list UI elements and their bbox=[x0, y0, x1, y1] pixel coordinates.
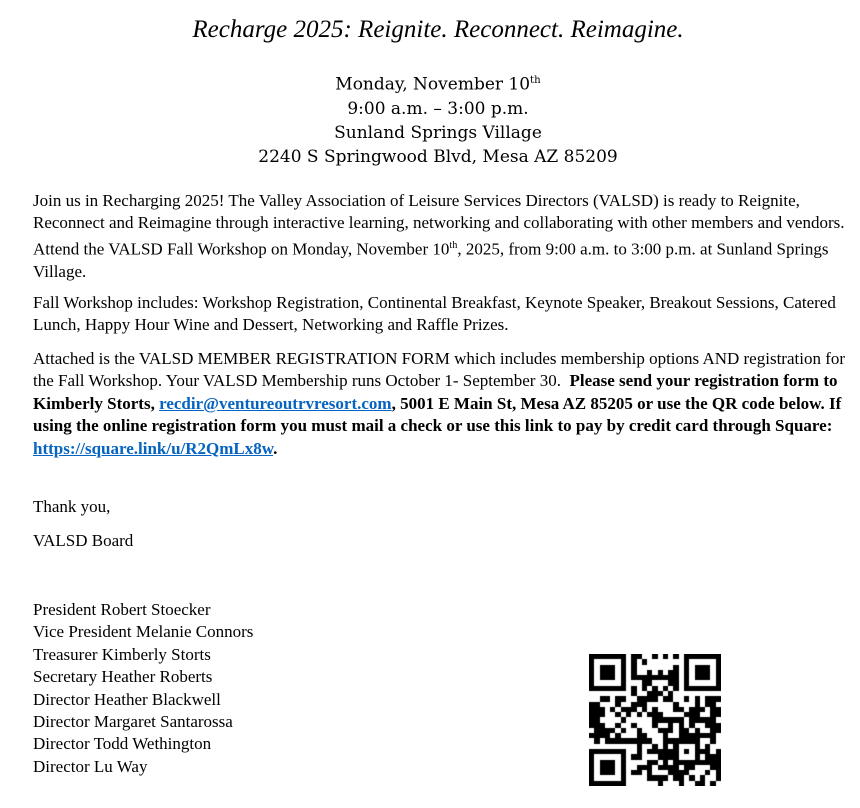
page-title: Recharge 2025: Reignite. Reconnect. Reimagine. bbox=[192, 16, 684, 43]
board-member-line: Director Heather Blackwell bbox=[33, 689, 221, 709]
board-member-line: President Robert Stoecker bbox=[33, 600, 211, 619]
text-segment: . bbox=[273, 438, 278, 458]
text-segment: Reconnect and Reimagine through interactive learning, networking and collaborating with other members and vendors. bbox=[33, 213, 845, 233]
text-segment: Join us in Recharging 2025! The Valley Association of Leisure Services Directors (VALSD) is ready to Reignite, bbox=[33, 191, 800, 210]
text-segment: , 2025, from 9:00 a.m. to 3:00 p.m. at Sunland Springs bbox=[457, 239, 829, 259]
hyperlink[interactable]: https://square.link/u/R2QmLx8w bbox=[33, 438, 274, 458]
text-line bbox=[33, 292, 848, 314]
text-segment: Attached is the VALSD MEMBER REGISTRATION FORM which includes membership options AND registration for bbox=[33, 349, 846, 368]
text-line bbox=[33, 190, 848, 212]
board-member-line: Vice President Melanie Connors bbox=[33, 622, 254, 642]
text-line bbox=[33, 348, 848, 370]
event-address-line: 2240 S Springwood Blvd, Mesa AZ 85209 bbox=[258, 146, 618, 167]
text-segment: , 5001 E Main St, Mesa AZ 85205 or use the QR code below. If bbox=[391, 393, 842, 413]
text-line bbox=[33, 235, 848, 261]
qr-code bbox=[589, 654, 721, 786]
board-member-line: Director Lu Way bbox=[33, 756, 148, 776]
closing-thanks: Thank you, bbox=[33, 497, 111, 516]
closing-signature: VALSD Board bbox=[33, 531, 134, 550]
board-member-list bbox=[33, 599, 253, 778]
text-segment: Lunch, Happy Hour Wine and Dessert, Networking and Raffle Prizes. bbox=[33, 315, 509, 335]
hyperlink[interactable]: recdir@ventureoutrvresort.com bbox=[159, 393, 392, 413]
paragraph-registration bbox=[33, 348, 848, 460]
text-line bbox=[33, 438, 848, 460]
event-venue-line: Sunland Springs Village bbox=[334, 122, 542, 143]
text-segment: Fall Workshop includes: Workshop Registration, Continental Breakfast, Keynote Speaker, Breakout Sessions, Catered bbox=[33, 293, 836, 312]
board-member-line: Treasurer Kimberly Storts bbox=[33, 644, 211, 664]
text-segment: using the online registration form you must mail a check or use this link to pay by credit card through Square: bbox=[33, 416, 833, 436]
text-segment: Please send your registration form to bbox=[569, 371, 838, 391]
text-line bbox=[33, 261, 848, 283]
board-member-line: Secretary Heather Roberts bbox=[33, 667, 213, 687]
text-segment: the Fall Workshop. Your VALSD Membership runs October 1- September 30. bbox=[33, 371, 570, 391]
board-member-line: Director Todd Wethington bbox=[33, 734, 212, 754]
paragraph-workshop-includes bbox=[33, 292, 848, 337]
event-date-line bbox=[33, 69, 843, 97]
paragraph-intro bbox=[33, 190, 848, 283]
text-line bbox=[33, 212, 848, 234]
text-segment: Attend the VALSD Fall Workshop on Monday, November 10 bbox=[33, 239, 450, 259]
text-line bbox=[33, 393, 848, 415]
text-line bbox=[33, 314, 848, 336]
event-time-line: 9:00 a.m. – 3:00 p.m. bbox=[347, 98, 529, 119]
text-line bbox=[33, 370, 848, 392]
event-details-block bbox=[33, 69, 843, 169]
text-line bbox=[33, 415, 848, 437]
text-segment: Monday, November 10 bbox=[335, 74, 531, 95]
superscript-text: th bbox=[449, 239, 458, 251]
board-member-line: Director Margaret Santarossa bbox=[33, 712, 233, 732]
superscript-text: th bbox=[530, 75, 541, 86]
text-segment: Village. bbox=[33, 261, 87, 281]
text-segment: Kimberly Storts, bbox=[33, 393, 160, 413]
